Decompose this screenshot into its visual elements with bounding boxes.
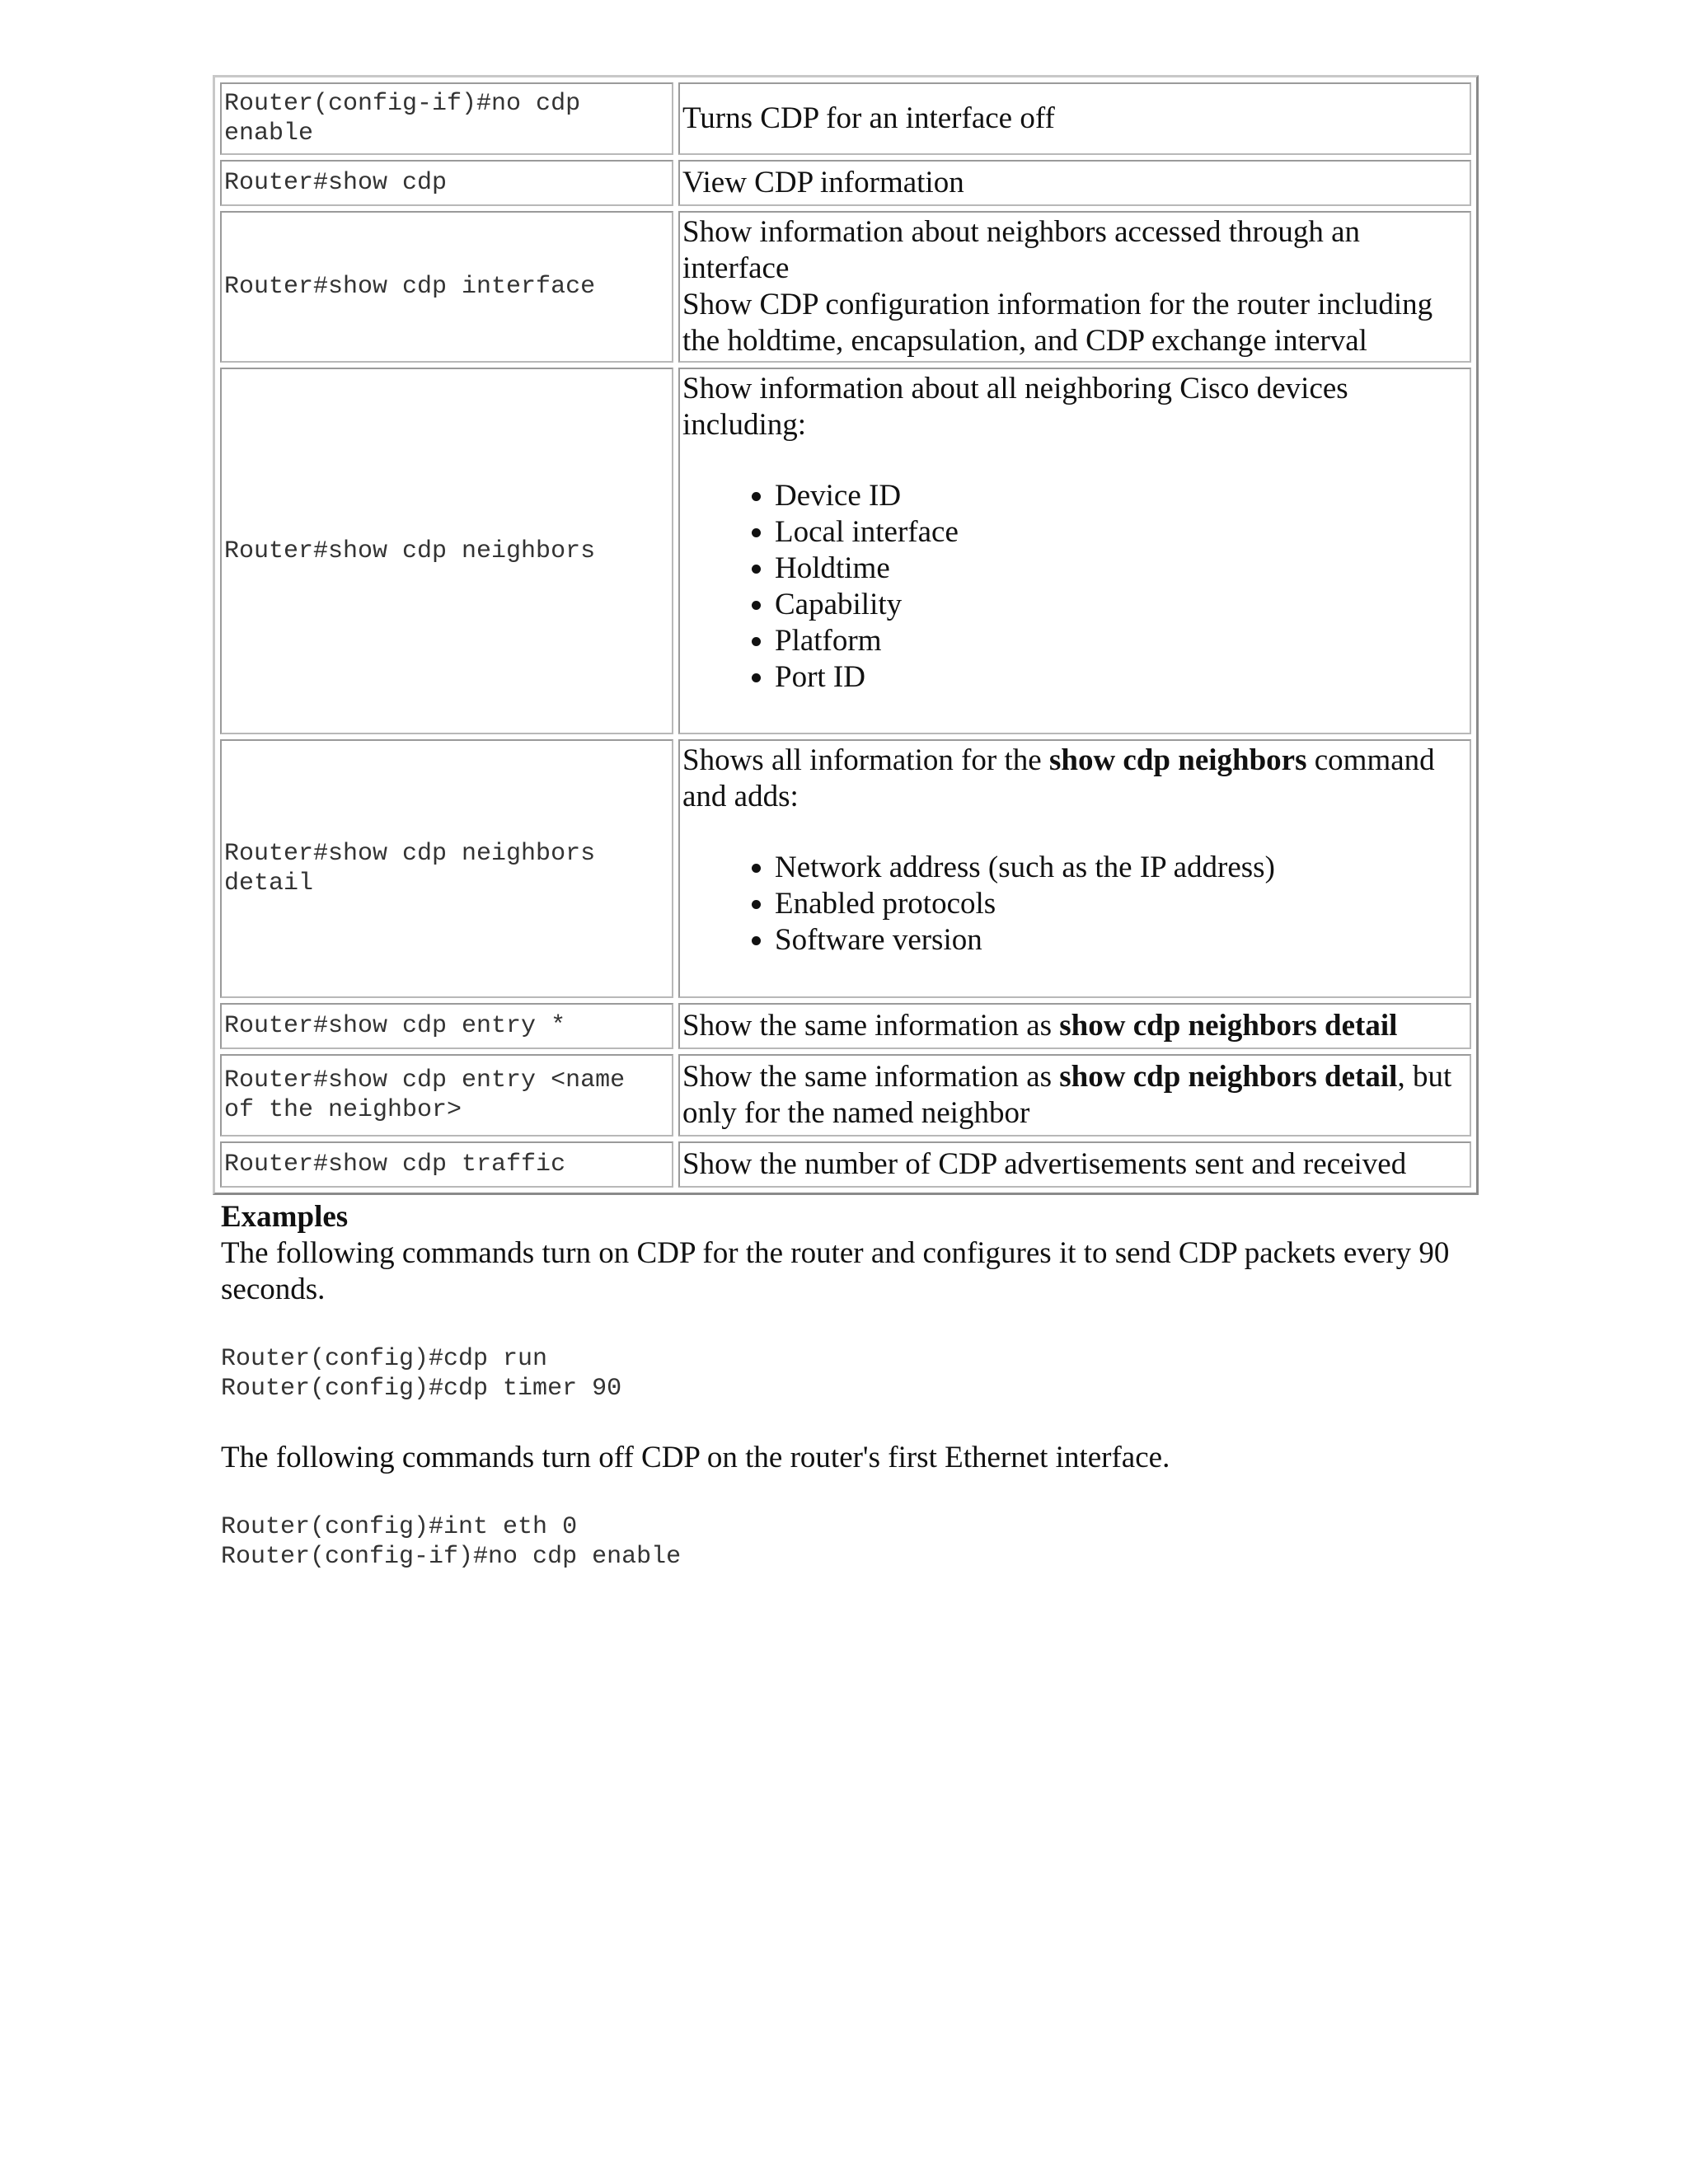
description-prefix: Show the same information as — [682, 1060, 1060, 1094]
command-cell — [220, 1003, 673, 1049]
description-text: Turns CDP for an interface off — [682, 101, 1055, 135]
description-text: View CDP information — [682, 166, 964, 199]
table-row — [220, 82, 1471, 155]
command-cell — [220, 368, 673, 734]
command-text: Router#show cdp entry * — [224, 1012, 566, 1040]
table-row — [220, 1003, 1471, 1049]
code-block: Router(config)#int eth 0 Router(config-if)#no cdp enable — [221, 1513, 682, 1571]
table-row — [220, 739, 1471, 998]
command-text: Router(config-if)#no cdp enable — [224, 90, 581, 148]
cdp-commands-table — [213, 75, 1479, 1195]
description-cell — [678, 739, 1471, 998]
description-text — [682, 743, 1467, 815]
table-row — [220, 1054, 1471, 1137]
command-cell — [220, 160, 673, 206]
command-cell — [220, 211, 673, 363]
description-prefix: Shows all information for the — [682, 743, 1049, 777]
command-text: Router#show cdp entry <name of the neighbor> — [224, 1066, 626, 1124]
list-item: • Capability — [775, 587, 1467, 623]
description-cell — [678, 1003, 1471, 1049]
command-cell — [220, 82, 673, 155]
list-item: • Device ID — [775, 478, 1467, 514]
command-cell — [220, 739, 673, 998]
command-text: Router#show cdp neighbors detail — [224, 840, 596, 898]
description-text: Show information about all neighboring Cisco devices including: — [682, 372, 1348, 442]
code-block: Router(config)#cdp run Router(config)#cdp timer 90 — [221, 1345, 622, 1403]
description-cell — [678, 1054, 1471, 1137]
description-prefix: Show the same information as — [682, 1009, 1060, 1043]
description-cell — [678, 368, 1471, 734]
list-item: • Network address (such as the IP address) — [775, 850, 1467, 886]
bullet-list — [682, 850, 1467, 958]
command-text: Router#show cdp neighbors — [224, 537, 596, 565]
list-item: • Holdtime — [775, 551, 1467, 587]
list-item: • Software version — [775, 922, 1467, 958]
bullet-list — [682, 478, 1467, 696]
example-intro: The following commands turn off CDP on the router's first Ethernet interface. — [221, 1441, 1170, 1474]
command-cell — [220, 1141, 673, 1188]
table-row — [220, 160, 1471, 206]
table-row — [220, 1141, 1471, 1188]
example-intro: The following commands turn on CDP for the router and configures it to send CDP packets every 90 seconds. — [221, 1236, 1450, 1306]
examples-section — [221, 1199, 1482, 1572]
description-cell — [678, 1141, 1471, 1188]
description-suffix: , but only for the named neighbor — [682, 1060, 1452, 1130]
description-text: Show the number of CDP advertisements sent and received — [682, 1147, 1407, 1181]
command-reference: show cdp neighbors detail — [1059, 1009, 1398, 1043]
command-reference: show cdp neighbors detail — [1059, 1060, 1398, 1094]
list-item: • Platform — [775, 623, 1467, 659]
table-row — [220, 211, 1471, 363]
list-item: • Local interface — [775, 514, 1467, 551]
description-cell — [678, 82, 1471, 155]
list-item: • Port ID — [775, 659, 1467, 696]
description-text: Show information about neighbors accessed through an interface — [682, 215, 1361, 285]
description-cell — [678, 160, 1471, 206]
command-text: Router#show cdp traffic — [224, 1151, 566, 1179]
command-reference: show cdp neighbors — [1048, 743, 1307, 777]
list-item: • Enabled protocols — [775, 886, 1467, 922]
command-text: Router#show cdp interface — [224, 273, 596, 301]
description-text: Show CDP configuration information for the router including the holdtime, encapsulation, and CDP exchange interval — [682, 288, 1433, 358]
command-text: Router#show cdp — [224, 169, 448, 197]
description-cell — [678, 211, 1471, 363]
description-suffix: command and adds: — [682, 743, 1435, 813]
table-row — [220, 368, 1471, 734]
command-cell — [220, 1054, 673, 1137]
examples-heading: Examples — [221, 1200, 349, 1234]
